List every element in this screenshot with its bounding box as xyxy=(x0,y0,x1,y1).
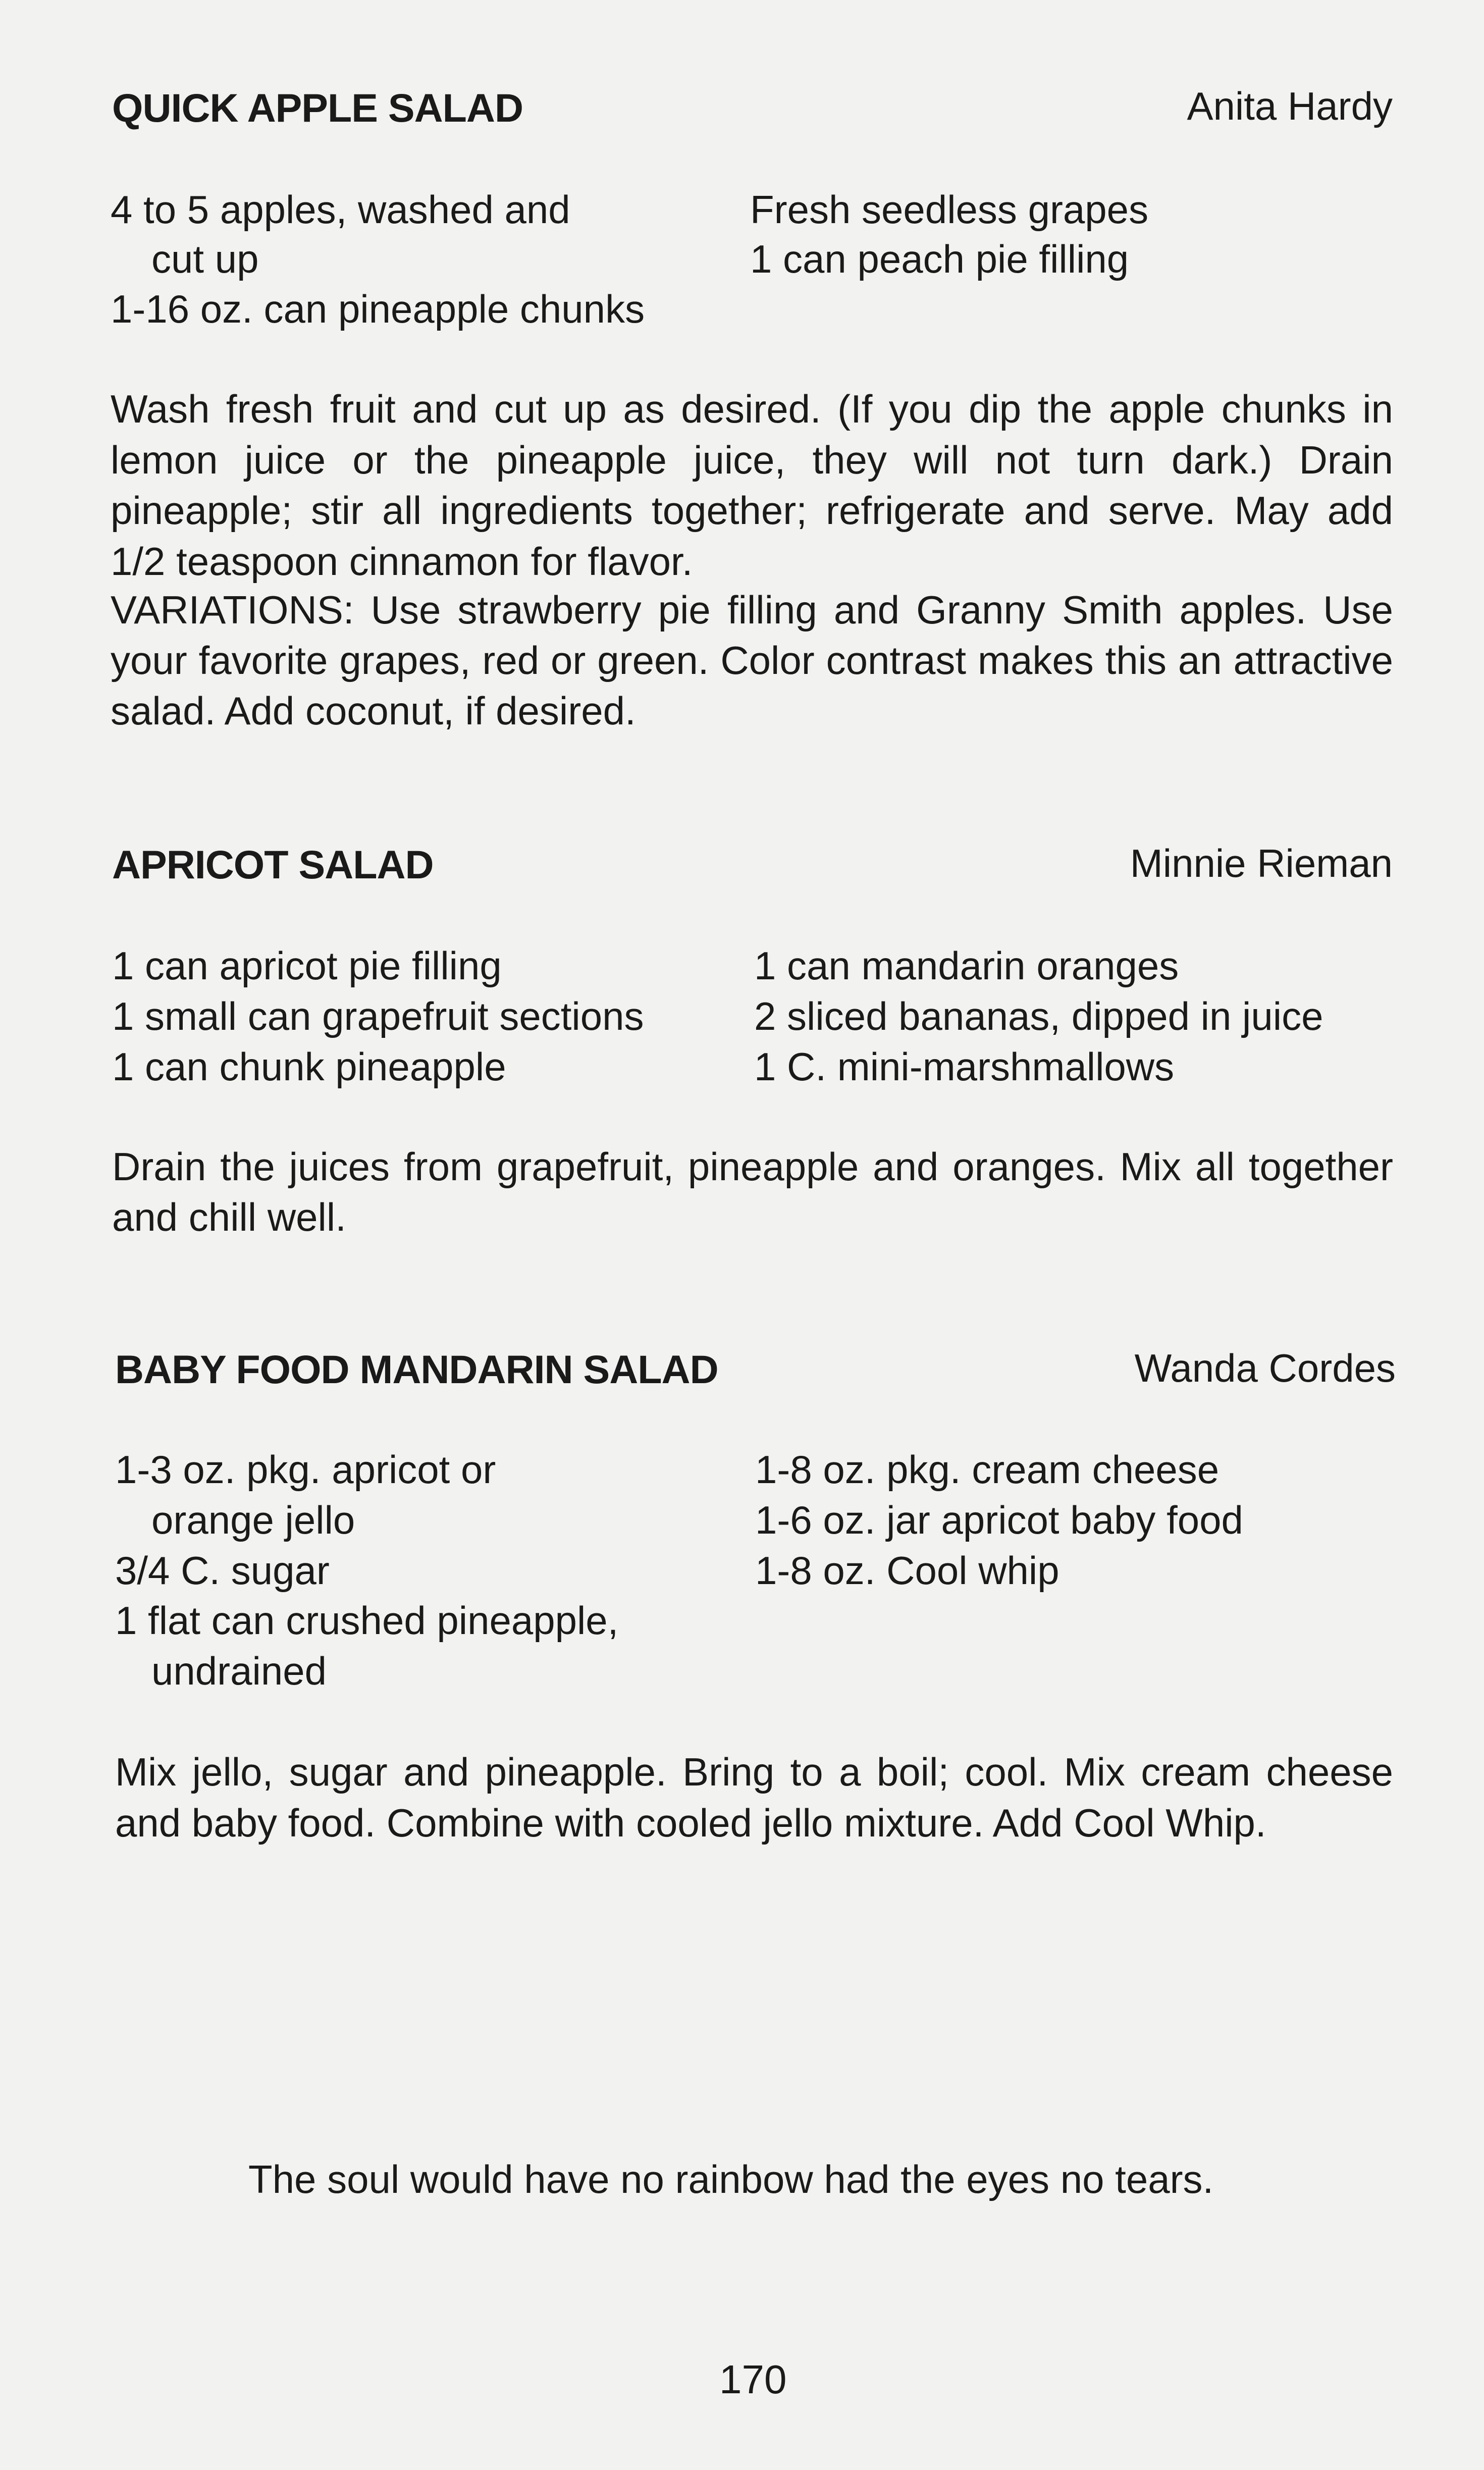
ingredient-item: 1-8 oz. pkg. cream cheese xyxy=(755,1447,1220,1492)
recipe-author: Wanda Cordes xyxy=(1134,1346,1396,1390)
ingredient-item: 1 flat can crushed pineapple, xyxy=(115,1598,619,1643)
recipe-title: APRICOT SALAD xyxy=(112,842,434,887)
recipe-author: Anita Hardy xyxy=(1187,84,1393,128)
ingredient-item: Fresh seedless grapes xyxy=(750,187,1149,232)
direction-line: and chill well. xyxy=(112,1195,346,1239)
direction-line: Drain the juices from grapefruit, pineapple and oranges. Mix all together xyxy=(112,1144,1393,1189)
ingredient-item: 1 C. mini-marshmallows xyxy=(754,1044,1175,1089)
recipe-author: Minnie Rieman xyxy=(1130,841,1393,885)
direction-line: VARIATIONS: Use strawberry pie filling and Granny Smith apples. Use xyxy=(111,588,1393,632)
direction-line: Wash fresh fruit and cut up as desired. (If you dip the apple chunks in xyxy=(111,387,1393,431)
page-number: 170 xyxy=(719,2357,787,2402)
direction-line: lemon juice or the pineapple juice, they will not turn dark.) Drain xyxy=(111,438,1393,482)
direction-line: your favorite grapes, red or green. Color contrast makes this an attractive xyxy=(111,638,1393,682)
direction-line: salad. Add coconut, if desired. xyxy=(111,689,636,733)
direction-line: Mix jello, sugar and pineapple. Bring to a boil; cool. Mix cream cheese xyxy=(115,1750,1393,1794)
recipe-title: QUICK APPLE SALAD xyxy=(112,85,523,130)
ingredient-item: undrained xyxy=(151,1649,327,1693)
recipe-title: BABY FOOD MANDARIN SALAD xyxy=(115,1347,718,1392)
ingredient-item: 1 can chunk pineapple xyxy=(112,1044,506,1089)
direction-line: pineapple; stir all ingredients together; refrigerate and serve. May add xyxy=(111,488,1393,533)
direction-line: 1/2 teaspoon cinnamon for flavor. xyxy=(111,539,693,584)
ingredient-item: 3/4 C. sugar xyxy=(115,1548,330,1593)
ingredient-item: 1 can peach pie filling xyxy=(750,237,1129,281)
ingredient-item: 1-3 oz. pkg. apricot or xyxy=(115,1447,496,1492)
ingredient-item: 1 can apricot pie filling xyxy=(112,943,502,988)
ingredient-item: 1 small can grapefruit sections xyxy=(112,994,644,1038)
ingredient-item: cut up xyxy=(151,237,259,281)
ingredient-item: 1-8 oz. Cool whip xyxy=(755,1548,1059,1593)
page-quote: The soul would have no rainbow had the eyes no tears. xyxy=(248,2157,1214,2201)
direction-line: and baby food. Combine with cooled jello mixture. Add Cool Whip. xyxy=(115,1801,1266,1845)
ingredient-item: 1-16 oz. can pineapple chunks xyxy=(111,287,645,331)
ingredient-item: orange jello xyxy=(151,1498,355,1542)
ingredient-item: 1-6 oz. jar apricot baby food xyxy=(755,1498,1243,1542)
ingredient-item: 2 sliced bananas, dipped in juice xyxy=(754,994,1323,1038)
ingredient-item: 4 to 5 apples, washed and xyxy=(111,187,570,232)
ingredient-item: 1 can mandarin oranges xyxy=(754,943,1179,988)
